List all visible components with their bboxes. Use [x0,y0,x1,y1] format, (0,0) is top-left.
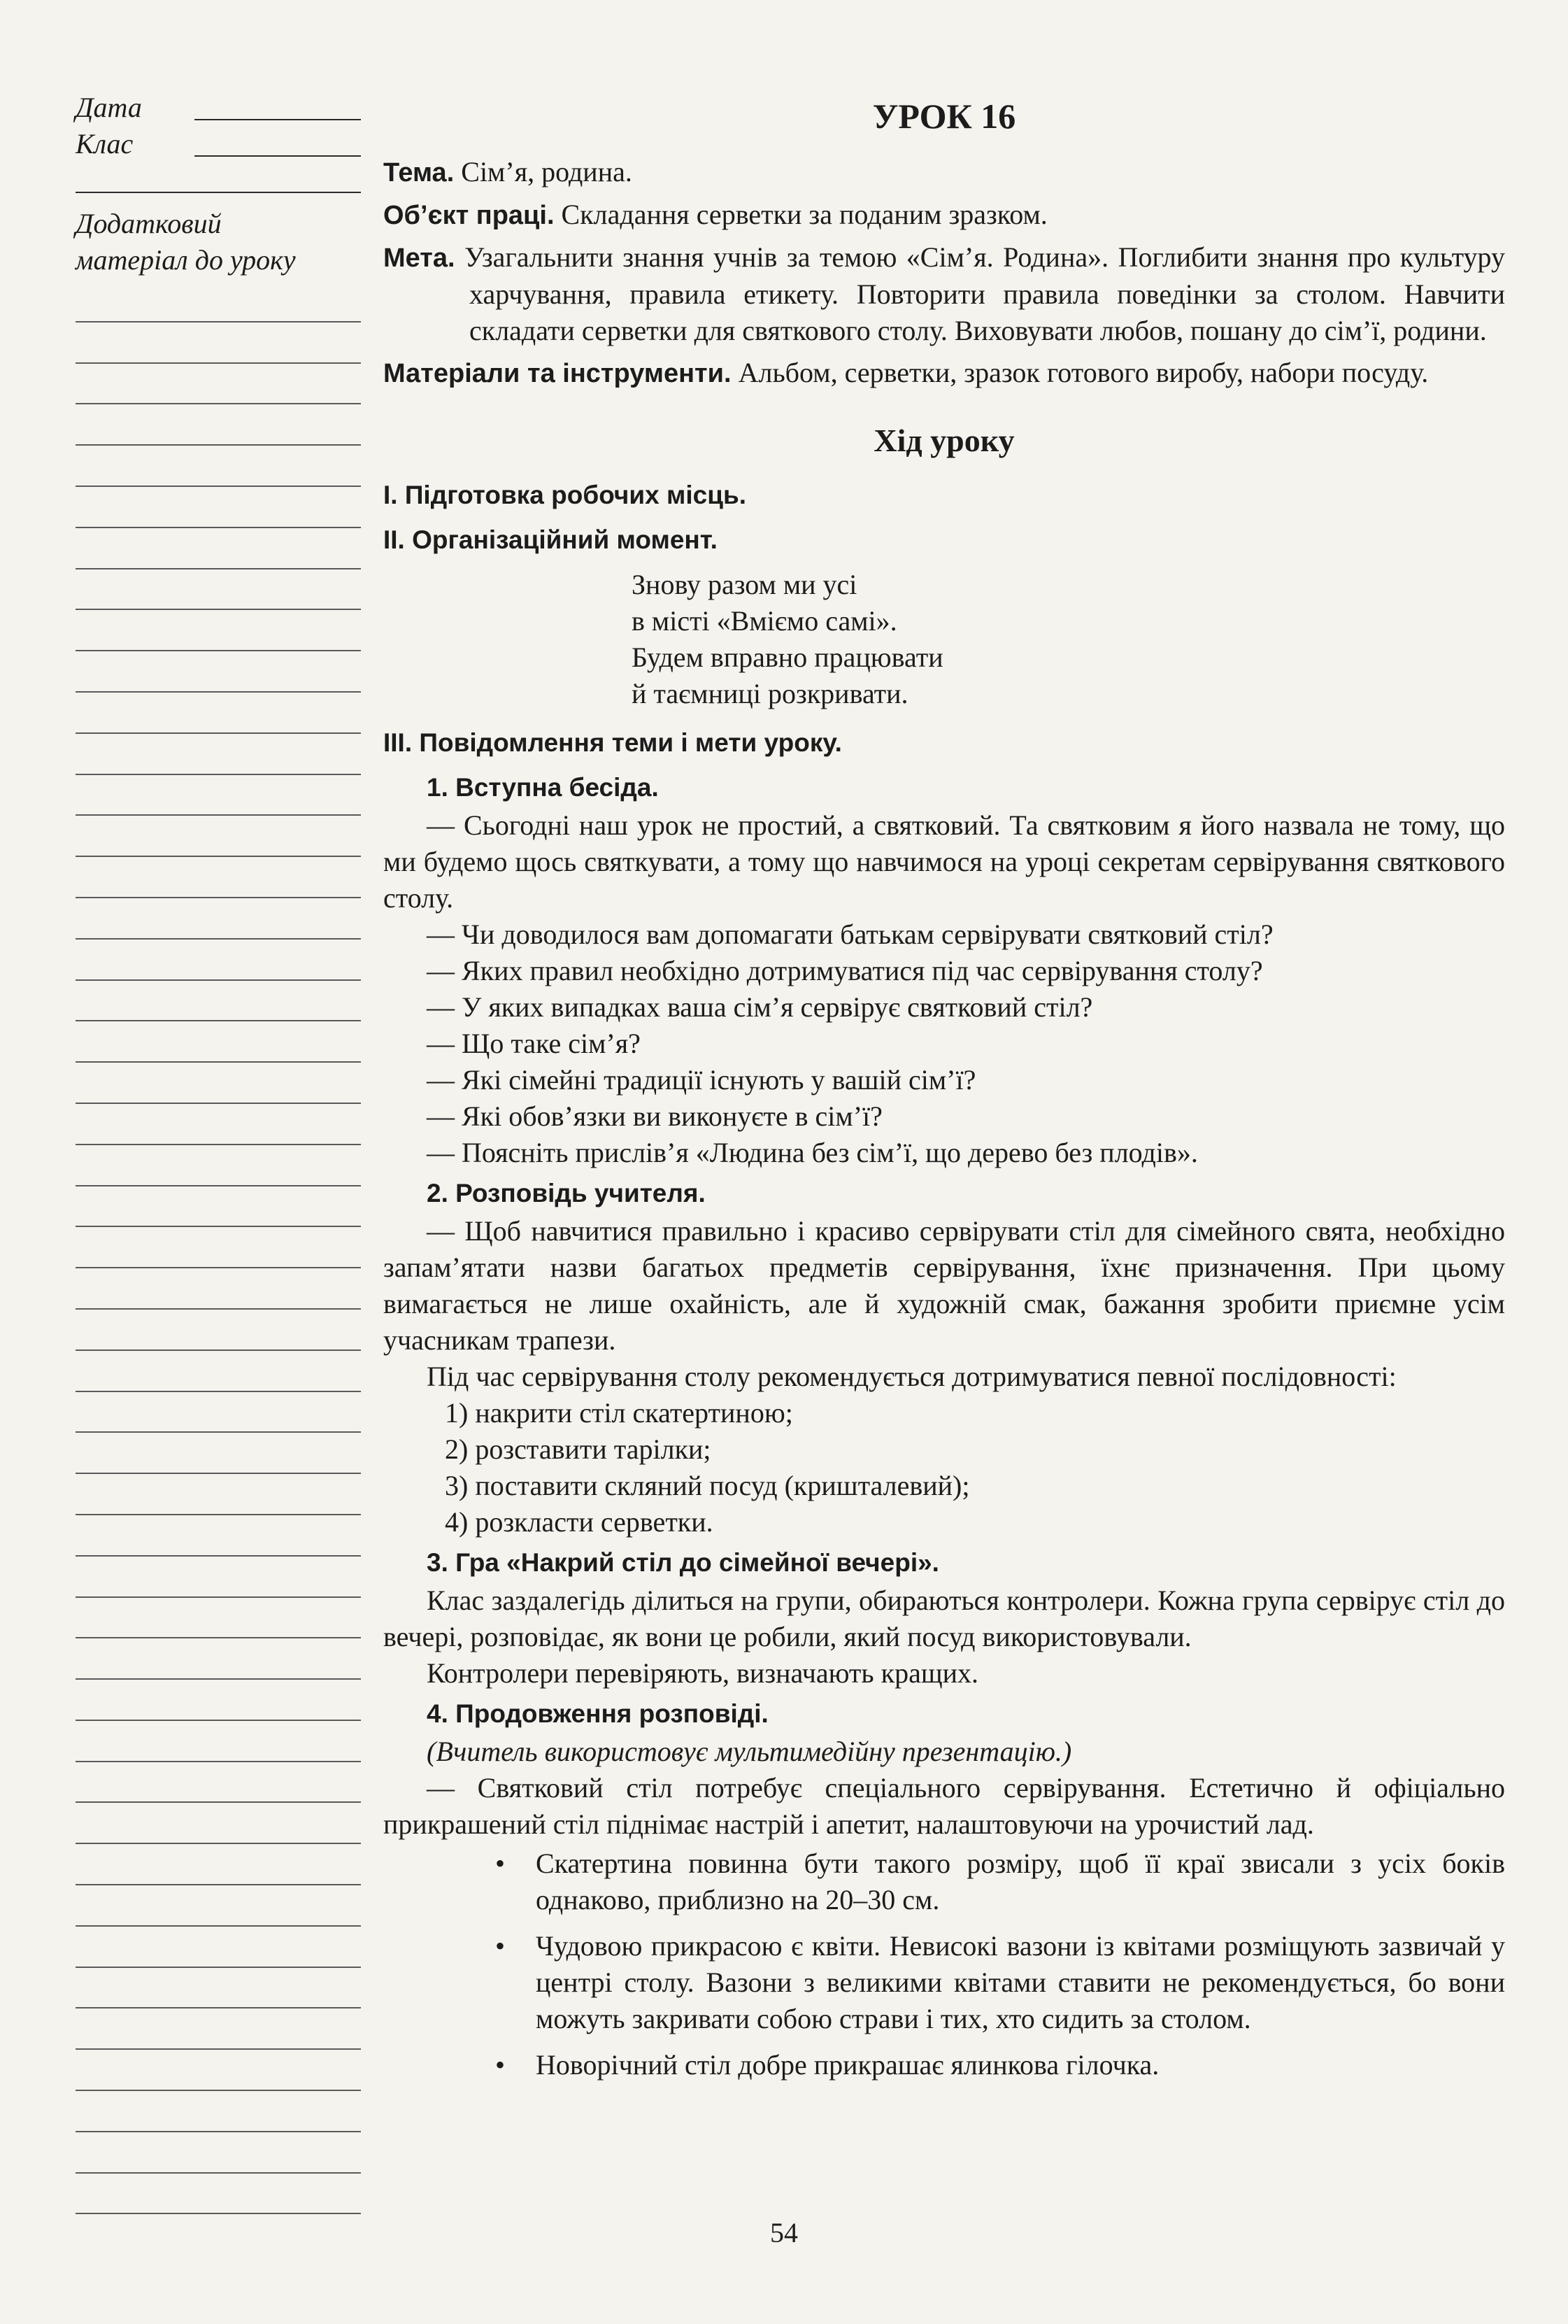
note-lines [76,281,361,2214]
date-field [76,91,361,127]
note-line [76,857,361,898]
date-label: Дата [76,92,142,123]
bullet-dot: • [495,1848,506,1879]
note-line [76,734,361,775]
subsection-4-heading: 4. Продовження розповіді. [427,1699,769,1728]
note-line [76,2174,361,2215]
note-line [76,364,361,405]
note-line [76,1474,361,1515]
section-3-heading: III. Повідомлення теми і мети уроку. [383,728,842,757]
class-label: Клас [76,128,134,160]
poem-line: й таємниці розкривати. [632,678,908,709]
note-line [76,2091,361,2132]
note-line [76,404,361,446]
note-line [76,2008,361,2050]
presentation-note: (Вчитель використовує мультимедійну презентацію.) [427,1736,1072,1767]
teacher-paragraph-2: Під час сервірування столу рекомендується дотримуватися певної послідовності: [427,1361,1397,1392]
object-line [383,197,1505,234]
subsection-1-heading: 1. Вступна бесіда. [427,773,659,802]
topic-line [383,154,1505,191]
question-item: — Чи доводилося вам допомагати батькам сервірувати святковий стіл? [427,919,1274,950]
question-item: — Поясніть прислів’я «Людина без сім’ї, що дерево без плодів». [427,1137,1198,1168]
object-term: Об’єкт праці. [383,201,555,230]
note-line [76,1433,361,1474]
note-line [76,1392,361,1433]
bullet-item [495,1845,1505,1918]
sidebar [76,91,361,2214]
materials-text: Альбом, серветки, зразок готового виробу, набори посуду. [738,357,1429,388]
teacher-paragraph-1: — Щоб навчитися правильно і красиво сервірувати стіл для сімейного свята, необхідно запам’ятати назви багатьох предметів сервірування, їхнє призначення. При цьому вимагається не лише охайність, але й художній смак, бажання зробити приємне усім учасникам трапези. [383,1215,1505,1356]
additional-label-line-1: Додатковий [76,208,222,239]
subsection-3-heading: 3. Гра «Накрий стіл до сімейної вечері». [427,1548,939,1577]
date-line [194,119,361,120]
blank-field [76,164,361,200]
note-line [76,1762,361,1804]
poem-line: Будем вправно працювати [632,642,943,673]
note-line [76,1598,361,1639]
note-line [76,1557,361,1598]
step-item: 4) розкласти серветки. [445,1506,713,1538]
bullet-item [495,1928,1505,2037]
topic-term: Тема. [383,158,455,187]
subsection-2-heading: 2. Розповідь учителя. [427,1179,706,1207]
note-line [76,1844,361,1885]
question-item: — Які обов’язки ви виконуєте в сім’ї? [427,1100,883,1132]
note-line [76,2132,361,2174]
note-line [76,323,361,364]
bullet-list [383,1845,1505,2083]
note-line [76,1310,361,1351]
main-content [383,91,1505,2093]
note-line [76,1927,361,1968]
page-number: 54 [770,2217,798,2248]
step-item: 3) поставити скляний посуд (кришталевий); [445,1470,970,1501]
note-line [76,898,361,940]
topic-text: Сім’я, родина. [461,156,632,187]
note-line [76,1515,361,1557]
note-line [76,1268,361,1310]
note-line [76,1968,361,2009]
note-line [76,816,361,857]
goal-term: Мета. [383,243,455,273]
note-line [76,1145,361,1186]
bullet-text: Скатертина повинна бути такого розміру, щоб її краї звисали з усіх боків однаково, приблизно на 20–30 см. [536,1848,1505,1915]
step-item: 2) розставити тарілки; [445,1433,711,1465]
bullet-dot: • [495,2049,506,2081]
note-line [76,1351,361,1392]
additional-material-label [76,206,361,278]
note-line [76,1680,361,1721]
note-line [76,1186,361,1228]
course-title: Хід уроку [874,423,1015,458]
class-field [76,127,361,164]
object-text: Складання серветки за поданим зразком. [561,199,1048,230]
blank-line [76,192,361,193]
note-line [76,610,361,651]
goal-line [383,239,1505,349]
note-line [76,569,361,611]
note-line [76,1638,361,1680]
materials-term: Матеріали та інструменти. [383,359,732,388]
class-line [194,155,361,157]
note-line [76,1021,361,1063]
intro-paragraph: — Сьогодні наш урок не простий, а святковий. Та святковим я його назвала не тому, що ми будемо щось святкувати, а тому що навчимося на уроці секретам сервірування святкового столу. [383,809,1505,914]
game-paragraph-1: Клас заздалегідь ділиться на групи, обираються контролери. Кожна група сервірує стіл до вечері, розповідає, як вони це робили, який посуд використовували. [383,1585,1505,1652]
lesson-title: УРОК 16 [872,97,1016,136]
note-line [76,528,361,569]
bullet-dot: • [495,1930,506,1962]
poem-line: в місті «Вміємо самі». [632,605,897,637]
step-item: 1) накрити стіл скатертиною; [445,1397,793,1429]
game-paragraph-2: Контролери перевіряють, визначають кращих. [427,1657,979,1689]
poem-line: Знову разом ми усі [632,569,857,600]
poem [383,567,1505,712]
question-item: — У яких випадках ваша сім’я сервірує святковий стіл? [427,991,1093,1023]
note-line [76,1227,361,1268]
note-line [76,940,361,981]
additional-label-line-2: матеріал до уроку [76,244,296,276]
note-line [76,775,361,816]
note-line [76,693,361,734]
question-item: — Які сімейні традиції існують у вашій сім’ї? [427,1064,976,1096]
question-item: — Яких правил необхідно дотримуватися під час сервірування столу? [427,955,1263,986]
note-line [76,1063,361,1104]
section-1-heading: I. Підготовка робочих місць. [383,481,746,509]
note-line [76,487,361,528]
note-line [76,1721,361,1762]
note-line [76,2050,361,2091]
continuation-paragraph: — Святковий стіл потребує спеціального сервірування. Естетично й офіціально прикрашений стіл піднімає настрій і апетит, налаштовуючи на урочистий лад. [383,1772,1505,1840]
bullet-text: Новорічний стіл добре прикрашає ялинкова гілочка. [536,2049,1160,2081]
note-line [76,281,361,323]
note-line [76,981,361,1022]
bullet-text: Чудовою прикрасою є квіти. Невисокі вазони із квітами розміщують зазвичай у центрі столу. Вазони з великими квітами ставити не рекомендується, бо вони можуть закривати собою страви і тих, хто сидить за столом. [536,1930,1505,2034]
note-line [76,1885,361,1927]
note-line [76,446,361,487]
bullet-item [495,2047,1505,2083]
goal-text: Узагальнити знання учнів за темою «Сім’я. Родина». Поглибити знання про культуру харчування, правила етикету. Повторити правила поведінки за столом. Навчити складати серветки для святкового столу. Виховувати любов, пошану до сім’ї, родини. [464,241,1506,346]
question-item: — Що таке сім’я? [427,1028,641,1059]
section-2-heading: II. Організаційний момент. [383,525,718,554]
note-line [76,1803,361,1844]
materials-line [383,355,1505,392]
note-line [76,651,361,693]
note-line [76,1104,361,1145]
